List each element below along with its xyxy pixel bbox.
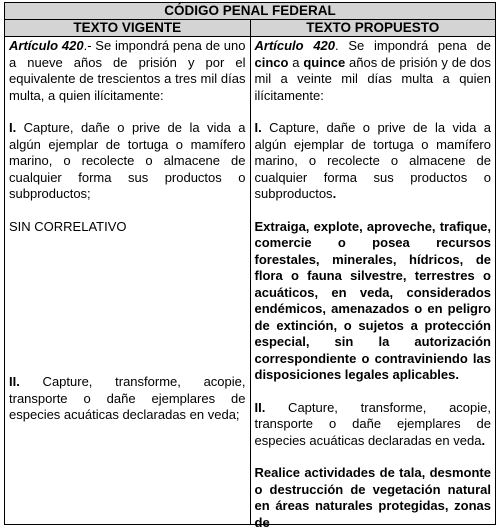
proposed-new-paragraph: Extraiga, explote, aproveche, trafique, comercie o posea recursos forestales, minerales, hídricos, de flora o fauna silvestre, terrestres o acuáticos, en veda, considerados endémicos, amenazados o en peligro de extinción, o sujetos a protección especial, sin la autorización correspondiente o contraviniendo las disposiciones legales aplicables.: [254, 218, 491, 382]
current-item-2: [9, 374, 246, 424]
proposed-article-label: Artículo 420: [254, 38, 336, 53]
spacer: [9, 235, 246, 374]
proposed-item-1-text: Capture, dañe o prive de la vida a algún ejemplar de tortuga o mamífero marino, o recolecte o almacene de cualquier forma sus productos o subproductos: [254, 120, 491, 201]
spacer: [255, 449, 492, 465]
current-no-correlative: SIN CORRELATIVO: [9, 218, 127, 234]
proposed-article-text-1: . Se impondrá pena de: [335, 38, 491, 53]
spacer: [255, 384, 492, 400]
comparison-table: [4, 2, 496, 530]
proposed-item-2: [255, 400, 492, 450]
current-item-2-text: Capture, transforme, acopie, transporte o dañe ejemplares de especies acuáticas declaradas en veda;: [9, 374, 246, 422]
spacer: [9, 104, 246, 120]
spacer: [255, 104, 492, 120]
header-current-text: TEXTO VIGENTE: [5, 20, 251, 37]
proposed-article-text-3: años de prisión y de dos mil a veinte mil días multa a quien ilícitamente:: [254, 54, 491, 103]
current-article-paragraph: [9, 38, 246, 104]
proposed-item-1-end: .: [332, 186, 337, 201]
proposed-item-1-label: I.: [254, 120, 262, 135]
proposed-article-bold-2: quince: [303, 54, 346, 70]
proposed-item-2-label: II.: [254, 399, 266, 415]
current-text-cell: [5, 37, 251, 525]
proposed-new-paragraph-2: Realice actividades de tala, desmonte o destrucción de vegetación natural en áreas naturales protegidas, zonas de: [254, 465, 491, 530]
current-item-1-label: I.: [9, 120, 17, 135]
proposed-article-text-2: a: [288, 54, 304, 70]
spacer: [255, 203, 492, 219]
header-proposed-text: TEXTO PROPUESTO: [250, 20, 496, 37]
proposed-article-paragraph: [255, 38, 492, 104]
proposed-item-2-end: .: [481, 432, 486, 448]
proposed-item-2-text: Capture, transforme, acopie, transporte o dañe ejemplares de especies acuáticas declaradas en veda: [254, 399, 491, 448]
current-article-text: .- Se impondrá pena de uno a nueve años de prisión y por el equivalente de trescientos a tres mil días multa, a quien ilícitamente:: [9, 38, 246, 103]
current-article-label: Artículo 420: [9, 38, 84, 53]
document-title: CÓDIGO PENAL FEDERAL: [5, 3, 496, 20]
current-text-content: [9, 38, 246, 504]
title-row: [5, 3, 496, 20]
proposed-item-1: [255, 120, 492, 203]
proposed-text-cell: [250, 37, 496, 530]
header-row: [5, 20, 496, 37]
proposed-article-bold-1: cinco: [254, 54, 289, 70]
current-item-2-label: II.: [9, 374, 20, 389]
proposed-text-content: [254, 38, 492, 530]
current-item-1: [9, 120, 246, 203]
spacer: [9, 203, 246, 219]
current-item-1-text: Capture, dañe o prive de la vida a algún ejemplar de tortuga o mamífero marino, o recolecte o almacene de cualquier forma sus productos o subproductos;: [9, 120, 246, 201]
content-row: [5, 37, 496, 525]
